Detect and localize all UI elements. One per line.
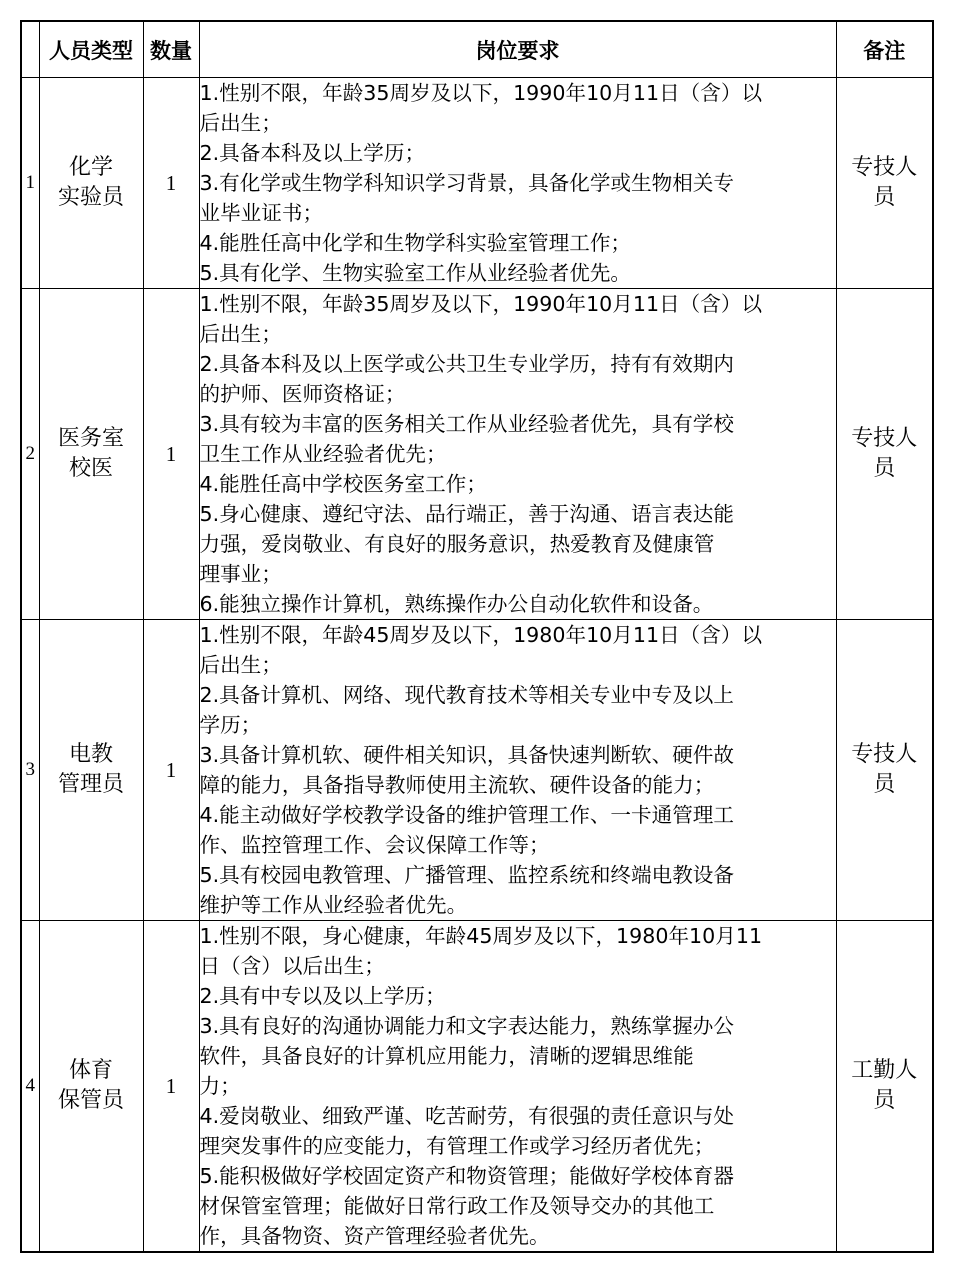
requirement-line: 后出生； [199, 111, 282, 135]
requirement-line: 1.性别不限，年龄35周岁及以下，1990年10月11日（含）以 [199, 81, 763, 105]
requirement-line: 2.具有中专以及以上学历； [199, 984, 446, 1008]
personnel-type-cell [39, 620, 143, 921]
requirement-line: 5.具有化学、生物实验室工作从业经验者优先。 [199, 261, 632, 285]
personnel-type-line: 体育 [68, 1058, 113, 1083]
requirement-line: 障的能力，具备指导教师使用主流软、硬件设备的能力； [199, 773, 715, 797]
remarks-cell [836, 620, 933, 921]
requirement-line: 5.能积极做好学校固定资产和物资管理；能做好学校体育器 [199, 1164, 734, 1188]
row-index: 3 [21, 620, 39, 921]
header-index [21, 21, 39, 78]
personnel-type-line: 校医 [68, 456, 113, 481]
requirement-line: 4.爱岗敬业、细致严谨、吃苦耐劳，有很强的责任意识与处 [199, 1104, 734, 1128]
quantity-cell: 1 [143, 289, 199, 620]
personnel-type-cell [39, 921, 143, 1253]
quantity-cell: 1 [143, 921, 199, 1253]
remarks-line: 专技人 [851, 155, 918, 180]
personnel-type-line: 实验员 [57, 185, 124, 210]
requirement-line: 软件，具备良好的计算机应用能力，清晰的逻辑思维能 [199, 1044, 694, 1068]
requirement-line: 理突发事件的应变能力，有管理工作或学习经历者优先； [199, 1134, 715, 1158]
requirement-line: 力； [199, 1074, 241, 1098]
requirement-line: 3.具有较为丰富的医务相关工作从业经验者优先，具有学校 [199, 412, 734, 436]
personnel-type-cell [39, 78, 143, 289]
personnel-type-line: 管理员 [57, 772, 124, 797]
requirements-cell [199, 921, 836, 1253]
requirement-line: 2.具备本科及以上学历； [199, 141, 426, 165]
table-row [21, 921, 933, 1253]
job-requirements-document [20, 20, 932, 1248]
requirement-line: 3.有化学或生物学科知识学习背景，具备化学或生物相关专 [199, 171, 734, 195]
requirement-line: 3.具备计算机软、硬件相关知识，具备快速判断软、硬件故 [199, 743, 734, 767]
row-index: 2 [21, 289, 39, 620]
requirement-line: 4.能胜任高中学校医务室工作； [199, 472, 487, 496]
requirement-line: 学历； [199, 713, 262, 737]
requirement-line: 1.性别不限，年龄35周岁及以下，1990年10月11日（含）以 [199, 292, 763, 316]
remarks-cell [836, 78, 933, 289]
remarks-line: 员 [873, 772, 896, 797]
remarks-cell [836, 289, 933, 620]
table-row [21, 620, 933, 921]
table-row [21, 289, 933, 620]
header-remarks: 备注 [836, 21, 933, 78]
personnel-type-line: 电教 [68, 742, 113, 767]
header-personnel-type: 人员类型 [39, 21, 143, 78]
requirement-line: 日（含）以后出生； [199, 954, 385, 978]
remarks-cell [836, 921, 933, 1253]
requirement-line: 5.具有校园电教管理、广播管理、监控系统和终端电教设备 [199, 863, 734, 887]
table-header-row [21, 21, 933, 78]
requirement-line: 后出生； [199, 653, 282, 677]
requirement-line: 作、监控管理工作、会议保障工作等； [199, 833, 550, 857]
requirements-cell [199, 78, 836, 289]
requirement-line: 1.性别不限，身心健康，年龄45周岁及以下，1980年10月11 [199, 924, 763, 948]
requirement-line: 力强，爱岗敬业、有良好的服务意识，热爱教育及健康管 [199, 532, 715, 556]
remarks-line: 员 [873, 185, 896, 210]
job-requirements-table [20, 20, 934, 1253]
requirement-line: 维护等工作从业经验者优先。 [199, 893, 468, 917]
quantity-cell: 1 [143, 78, 199, 289]
remarks-line: 员 [873, 456, 896, 481]
requirement-line: 4.能主动做好学校教学设备的维护管理工作、一卡通管理工 [199, 803, 734, 827]
requirement-line: 材保管室管理；能做好日常行政工作及领导交办的其他工 [199, 1194, 715, 1218]
personnel-type-line: 医务室 [57, 426, 124, 451]
requirements-cell [199, 620, 836, 921]
personnel-type-cell [39, 289, 143, 620]
requirement-line: 理事业； [199, 562, 282, 586]
requirement-line: 3.具有良好的沟通协调能力和文字表达能力，熟练掌握办公 [199, 1014, 734, 1038]
requirement-line: 5.身心健康、遵纪守法、品行端正，善于沟通、语言表达能 [199, 502, 734, 526]
row-index: 4 [21, 921, 39, 1253]
requirement-line: 2.具备计算机、网络、现代教育技术等相关专业中专及以上 [199, 683, 734, 707]
remarks-line: 员 [873, 1088, 896, 1113]
personnel-type-line: 保管员 [57, 1088, 124, 1113]
header-quantity: 数量 [143, 21, 199, 78]
remarks-line: 专技人 [851, 742, 918, 767]
requirements-cell [199, 289, 836, 620]
requirement-line: 后出生； [199, 322, 282, 346]
personnel-type-line: 化学 [68, 155, 113, 180]
row-index: 1 [21, 78, 39, 289]
requirement-line: 2.具备本科及以上医学或公共卫生专业学历，持有有效期内 [199, 352, 734, 376]
requirement-line: 业毕业证书； [199, 201, 324, 225]
requirement-line: 1.性别不限，年龄45周岁及以下，1980年10月11日（含）以 [199, 623, 763, 647]
requirement-line: 作，具备物资、资产管理经验者优先。 [199, 1224, 550, 1248]
requirement-line: 6.能独立操作计算机，熟练操作办公自动化软件和设备。 [199, 592, 714, 616]
remarks-line: 工勤人 [851, 1058, 918, 1083]
remarks-line: 专技人 [851, 426, 918, 451]
requirement-line: 的护师、医师资格证； [199, 382, 406, 406]
quantity-cell: 1 [143, 620, 199, 921]
requirement-line: 卫生工作从业经验者优先； [199, 442, 447, 466]
table-row [21, 78, 933, 289]
requirement-line: 4.能胜任高中化学和生物学科实验室管理工作； [199, 231, 632, 255]
header-requirements: 岗位要求 [199, 21, 836, 78]
